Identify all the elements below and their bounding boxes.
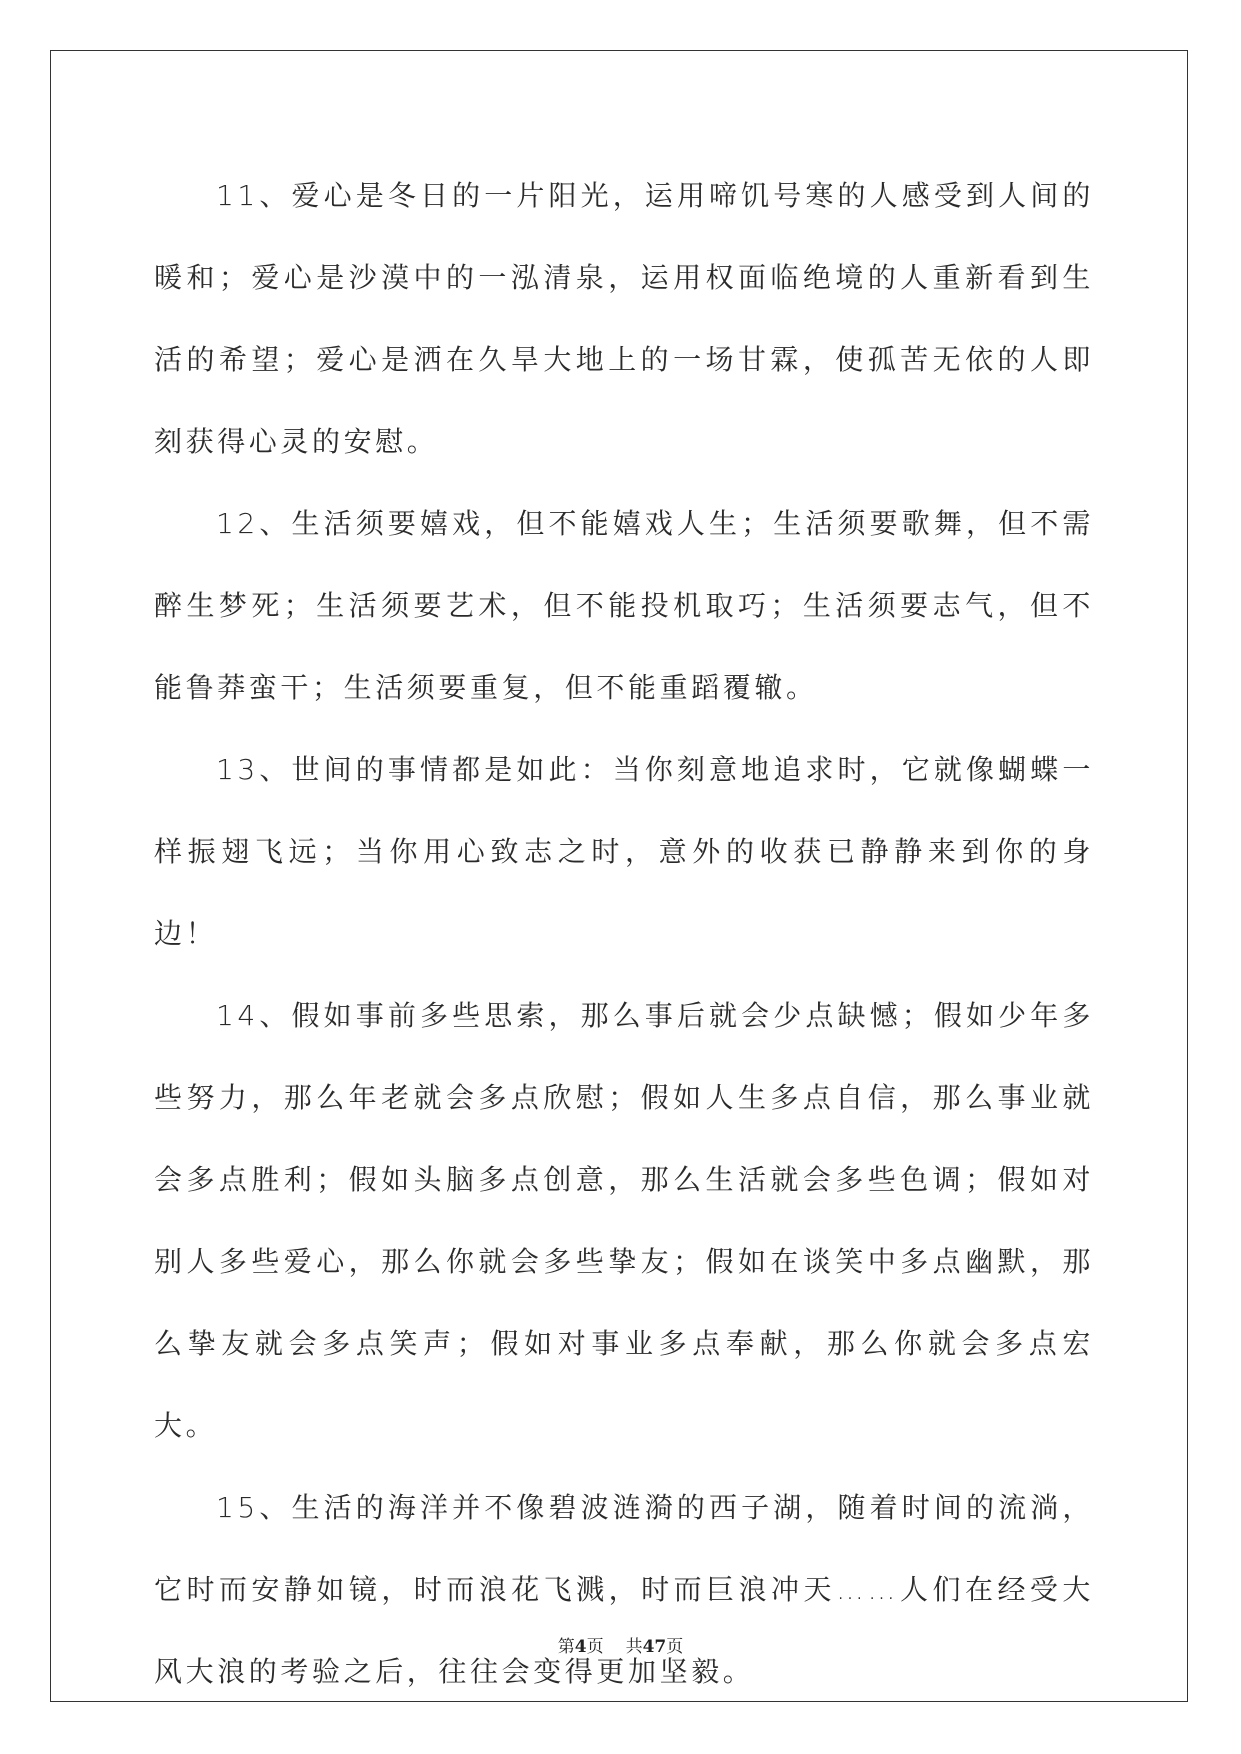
paragraph-12: 12、生活须要嬉戏，但不能嬉戏人生；生活须要歌舞，但不需醉生梦死；生活须要艺术，但不能投机取巧；生活须要志气，但不能鲁莽蛮干；生活须要重复，但不能重蹈覆辙。 — [154, 507, 1094, 704]
paragraph-11: 11、爱心是冬日的一片阳光，运用啼饥号寒的人感受到人间的暖和；爱心是沙漠中的一泓清泉，运用权面临绝境的人重新看到生活的希望；爱心是洒在久旱大地上的一场甘霖，使孤苦无依的人即刻获得心灵的安慰。 — [154, 179, 1094, 458]
page-footer — [0, 1632, 1241, 1657]
paragraph-13: 13、世间的事情都是如此：当你刻意地追求时，它就像蝴蝶一样振翅飞远；当你用心致志之时，意外的收获已静静来到你的身边！ — [154, 753, 1094, 950]
document-body — [154, 155, 1094, 1713]
total-prefix: 共 — [625, 1637, 643, 1657]
page-suffix: 页 — [586, 1637, 604, 1657]
page-prefix: 第 — [557, 1637, 575, 1657]
total-suffix: 页 — [666, 1637, 684, 1657]
page-current: 4 — [574, 1637, 587, 1657]
page-total: 47 — [642, 1637, 667, 1657]
paragraph-14: 14、假如事前多些思索，那么事后就会少点缺憾；假如少年多些努力，那么年老就会多点欣慰；假如人生多点自信，那么事业就会多点胜利；假如头脑多点创意，那么生活就会多些色调；假如对别人多些爱心，那么你就会多些挚友；假如在谈笑中多点幽默，那么挚友就会多点笑声；假如对事业多点奉献，那么你就会多点宏大。 — [154, 999, 1094, 1442]
paragraph-15: 15、生活的海洋并不像碧波涟漪的西子湖，随着时间的流淌，它时而安静如镜，时而浪花飞溅，时而巨浪冲天……人们在经受大风大浪的考验之后，往往会变得更加坚毅。 — [154, 1491, 1094, 1688]
